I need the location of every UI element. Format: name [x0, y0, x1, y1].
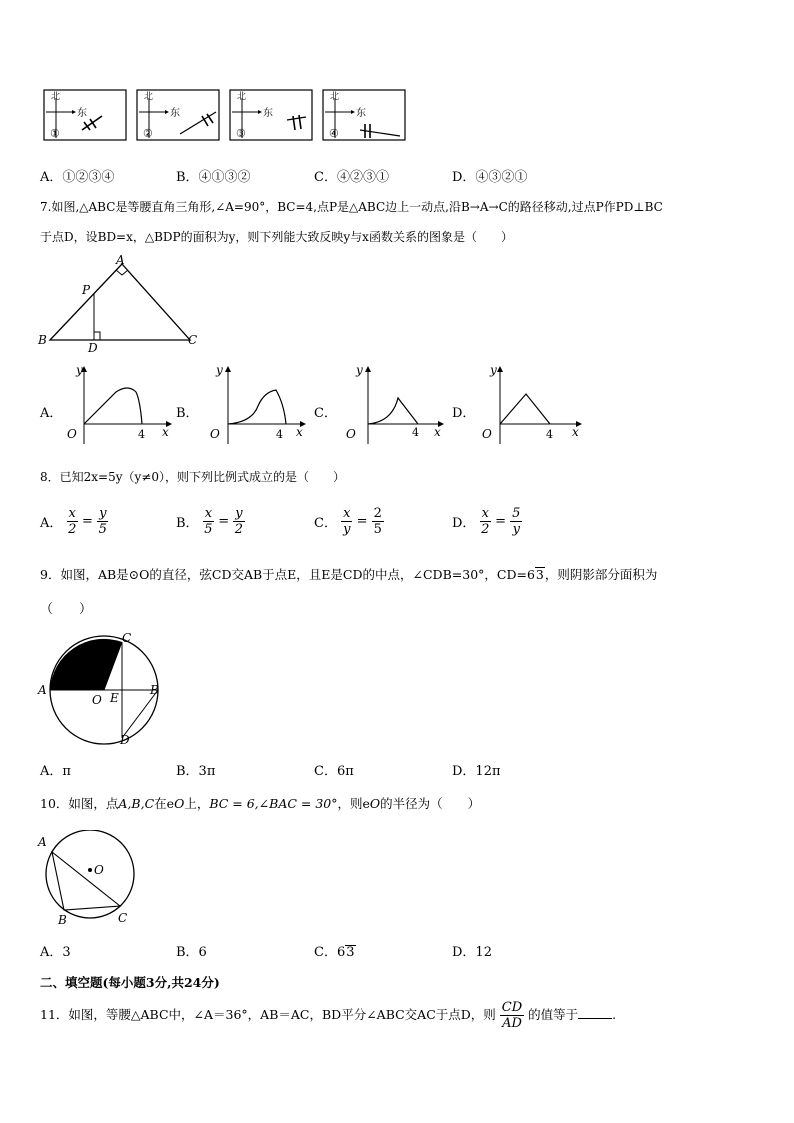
- label-d: D: [120, 733, 130, 746]
- svg-text:y: y: [76, 363, 83, 377]
- q6-figure-3: [230, 90, 312, 140]
- q8-option-d[interactable]: D． $\frac{x}{2}$ = $\frac{5}{y}$: [452, 506, 521, 537]
- q7-graph-b[interactable]: [200, 362, 312, 448]
- label-b: B: [150, 683, 159, 697]
- label-p: P: [82, 283, 91, 297]
- q10-option-b[interactable]: B．6: [176, 945, 207, 960]
- q9-option-b[interactable]: B．3π: [176, 764, 216, 779]
- q6-direction-figures: [40, 86, 410, 144]
- svg-text:x: x: [296, 425, 303, 439]
- q7-graph-a[interactable]: [62, 362, 174, 448]
- q10-option-d[interactable]: D．12: [452, 945, 492, 960]
- label-b: B: [58, 913, 67, 927]
- label-c: C: [118, 911, 128, 925]
- svg-text:x: x: [572, 425, 579, 439]
- q6-option-c[interactable]: C．④②③①: [314, 170, 389, 185]
- q6-option-a[interactable]: A．①②③④: [40, 170, 115, 185]
- q6-figure-1: [44, 90, 126, 140]
- east-label: 东: [77, 108, 87, 119]
- q8-option-b[interactable]: B． $\frac{x}{5}$ = $\frac{y}{2}$: [176, 506, 244, 537]
- label-a: A: [116, 253, 125, 267]
- q6-figure-2: [137, 90, 219, 140]
- q7-option-c-letter[interactable]: C．: [314, 406, 337, 421]
- q9-circle-figure: [36, 632, 162, 746]
- label-a: A: [38, 835, 47, 849]
- q10-stem: 10．如图，点A,B,C在eO上，BC = 6,∠BAC = 30°，则eO的半径为（ ）: [40, 796, 481, 811]
- svg-text:x: x: [434, 425, 441, 439]
- label-c: C: [188, 333, 198, 347]
- q6-option-d[interactable]: D．④③②①: [452, 170, 528, 185]
- north-label: 北: [51, 92, 61, 102]
- q8-option-c[interactable]: C． $\frac{x}{y}$ = $\frac{2}{5}$: [314, 506, 382, 537]
- q6-figure-4: [323, 90, 405, 140]
- svg-text:x: x: [162, 425, 169, 439]
- q7-graph-d[interactable]: [476, 362, 588, 448]
- east-label: 东: [263, 108, 273, 119]
- figure-number: ③: [236, 127, 246, 140]
- q9-option-c[interactable]: C．6π: [314, 764, 354, 779]
- answer-blank[interactable]: [578, 1006, 612, 1019]
- north-label: 北: [237, 92, 247, 102]
- label-c: C: [122, 632, 132, 645]
- q10-circle-figure: [36, 830, 140, 928]
- q7-option-b-letter[interactable]: B．: [176, 406, 199, 421]
- q10-option-c[interactable]: C．63: [314, 945, 355, 960]
- label-o: O: [94, 863, 104, 877]
- q7-graph-c[interactable]: [338, 362, 450, 448]
- svg-text:4: 4: [412, 426, 419, 439]
- q9-stem: 9．如图，AB是⊙O的直径，弦CD交AB于点E，且E是CD的中点，∠CDB=30°，CD=63，则阴影部分面积为: [40, 567, 658, 582]
- svg-text:4: 4: [138, 428, 145, 441]
- q6-option-b[interactable]: B．④①③②: [176, 170, 251, 185]
- north-label: 北: [330, 92, 340, 102]
- svg-text:O: O: [482, 427, 492, 441]
- section-heading: 二、填空题(每小题3分,共24分): [40, 975, 220, 990]
- q9-option-d[interactable]: D．12π: [452, 764, 501, 779]
- east-label: 东: [356, 108, 366, 119]
- figure-number: ①: [50, 127, 60, 140]
- east-label: 东: [170, 108, 180, 119]
- q7-stem-line1: 7.如图,△ABC是等腰直角三角形,∠A=90°，BC=4,点P是△ABC边上一动点,沿B→A→C的路径移动,过点P作PD⊥BC: [40, 200, 663, 214]
- figure-number: ④: [329, 127, 339, 140]
- svg-text:y: y: [216, 363, 223, 377]
- svg-text:y: y: [490, 363, 497, 377]
- q8-option-a[interactable]: A． $\frac{x}{2}$ = $\frac{y}{5}$: [40, 506, 107, 537]
- svg-text:O: O: [67, 427, 77, 441]
- label-o: O: [92, 693, 102, 707]
- q7-stem-line2: 于点D，设BD=x，△BDP的面积为y，则下列能大致反映y与x函数关系的图象是（ ）: [40, 230, 513, 244]
- label-b: B: [38, 333, 47, 347]
- q7-triangle-figure: [36, 252, 206, 354]
- svg-text:4: 4: [546, 428, 553, 441]
- svg-text:y: y: [356, 363, 363, 377]
- q9-option-a[interactable]: A．π: [40, 764, 71, 779]
- q7-option-d-letter[interactable]: D．: [452, 406, 476, 421]
- label-d: D: [88, 341, 98, 354]
- svg-text:4: 4: [276, 428, 283, 441]
- label-e: E: [110, 691, 119, 705]
- q7-option-a-letter[interactable]: A．: [40, 406, 63, 421]
- figure-number: ②: [143, 127, 153, 140]
- svg-text:O: O: [210, 427, 220, 441]
- q9-answer-paren: （ ）: [40, 602, 93, 617]
- label-a: A: [38, 683, 47, 697]
- q11-stem: 11．如图，等腰△ABC中，∠A＝36°，AB＝AC，BD平分∠ABC交AC于点D，则 $\frac{CD}{AD}$ 的值等于 .: [40, 1000, 617, 1031]
- q8-stem: 8．已知2x=5y（y≠0），则下列比例式成立的是（ ）: [40, 470, 345, 484]
- q10-option-a[interactable]: A．3: [40, 945, 71, 960]
- north-label: 北: [144, 92, 154, 102]
- svg-text:O: O: [346, 427, 356, 441]
